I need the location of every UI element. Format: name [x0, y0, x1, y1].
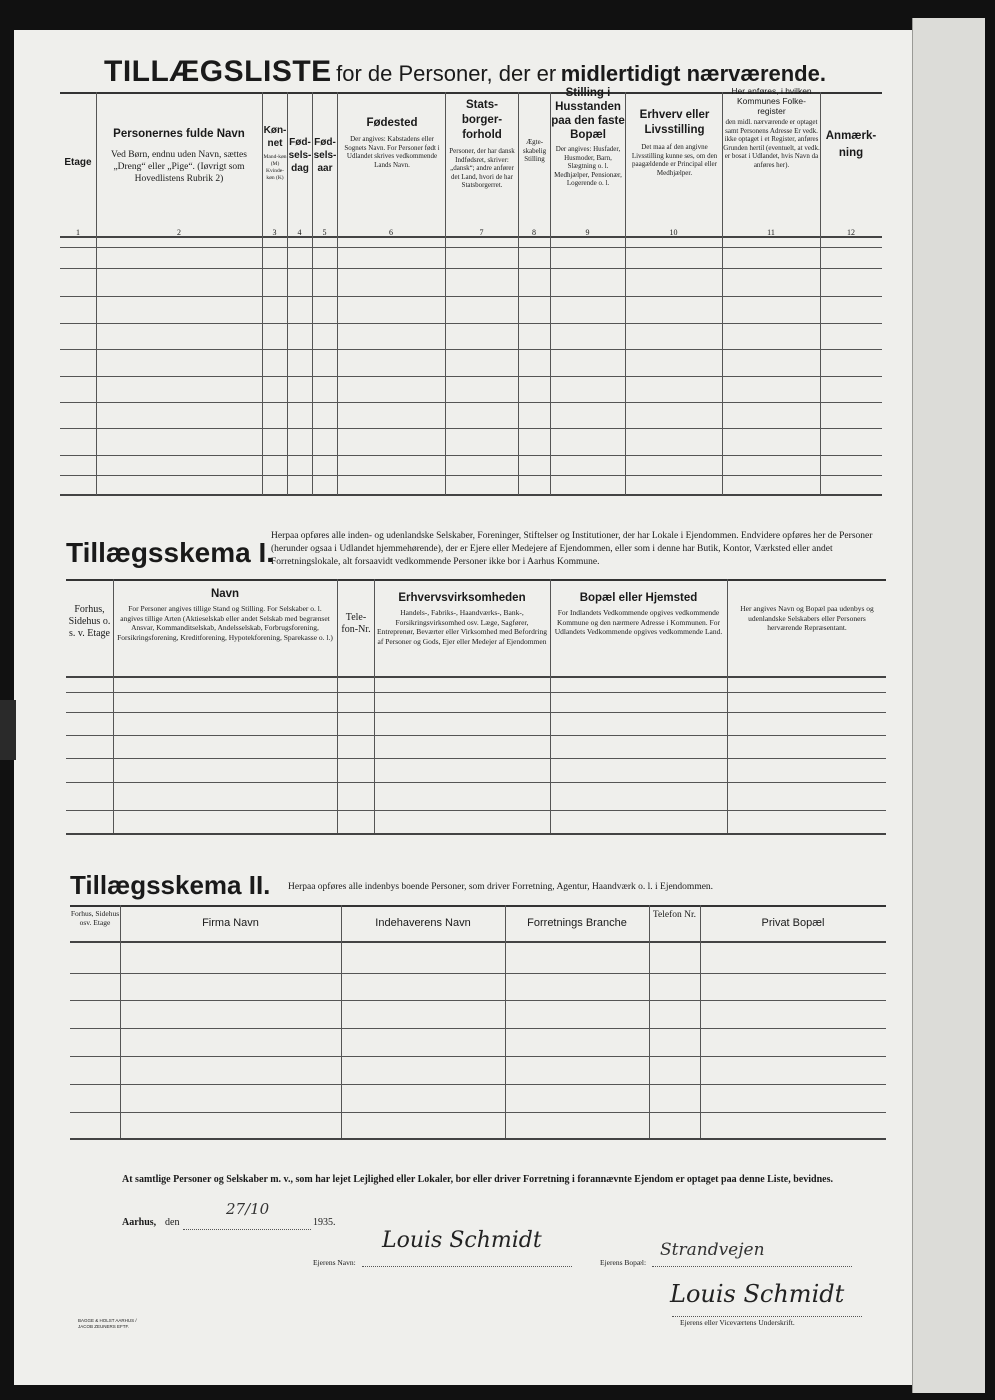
main-title [104, 55, 826, 89]
skema1-col-bopael-title: Bopæl eller Hjemsted [579, 592, 698, 604]
skema1-intro: Herpaa opføres alle inden- og udenlandske Selskaber, Foreninger, Stiftelser og Institutioner, der har Lokale i Ejendommen. Endvidere opføres her de Personer (herunder ogsaa i Udlandet hjemmehørende), der er Ejere eller Medejere af Ejendommen, eller som i denne har Butik, Kontor, Værksted eller andet Forretningslokale, alt forsaavidt vedkommende Personer ikke bor i Aarhus Kommune. [271, 531, 873, 567]
skema2-header-rule [70, 941, 886, 943]
owner-address-handwritten: Strandvejen [660, 1240, 765, 1260]
skema1-col-bopael-note: For Indlandets Vedkommende opgives vedkommende Kommune og den nærmere Adresse i Kommunen. For Udlandets Vedkommende opgives vedkommende Land. [554, 608, 723, 636]
skema1-col-navn-note: For Personer angives tillige Stand og Stilling. For Selskaber o. l. angives tillige Arten (Aktieselskab eller andet Selskab med begrænset Ansvar, Kommanditselskab, Andelsselskab, Forbrugsforening, Forsikringsforening, Kreditforening, Hypotekforening, Sparekasse o. l.) [117, 604, 333, 642]
owner-name-signature: Louis Schmidt [382, 1228, 542, 1253]
col-num: 12 [847, 228, 855, 237]
col-erhverv-header [627, 108, 722, 177]
col-foedselsdag-label: Fød-sels-dag [288, 137, 312, 174]
signature-label: Ejerens eller Viceværtens Underskrift. [680, 1318, 795, 1327]
skema2-col-indehaver: Indehaverens Navn [375, 917, 471, 929]
col-koen-label: Køn-net [263, 125, 287, 149]
owner-name-label: Ejerens Navn: [313, 1258, 356, 1267]
skema2-title: Tillægsskema II. [70, 870, 271, 900]
skema1-row-line [66, 782, 886, 783]
col-stilling-header [551, 86, 625, 188]
main-row-line [60, 268, 882, 269]
skema2-row-line [70, 973, 886, 974]
skema2-intro: Herpaa opføres alle indenbys boende Personer, som driver Forretning, Agentur, Haandværk o. l. i Ejendommen. [288, 882, 714, 892]
skema2-top-rule [70, 905, 886, 907]
col-koen-header [263, 124, 287, 182]
col-navn-label: Personernes fulde Navn [113, 128, 245, 140]
col-statsborger-label: Stats-borger-forhold [461, 99, 503, 141]
main-title-rest-1: for de Personer, der er [336, 61, 557, 86]
col-foedselsaar-label: Fød-sels-aar [313, 137, 337, 174]
main-title-big: TILLÆGSLISTE [104, 55, 332, 88]
col-num: 10 [669, 228, 678, 237]
skema1-row-line [66, 692, 886, 693]
main-row-line [60, 376, 882, 377]
signature: Louis Schmidt [670, 1280, 845, 1308]
skema2-col-etage: Forhus, Sidehus osv. Etage [70, 909, 120, 927]
date-handwritten: 27/10 [226, 1200, 270, 1218]
owner-name-underline [362, 1266, 572, 1267]
col-num: 6 [389, 228, 393, 237]
col-stilling-label: Stilling i Husstanden paa den faste Bopæl [551, 87, 625, 141]
skema2-col-divider [505, 905, 506, 1138]
main-col-divider [337, 92, 338, 495]
signature-underline [672, 1316, 862, 1317]
skema1-col-navn [116, 588, 334, 642]
skema1-col-divider [374, 579, 375, 833]
skema2-row-line [70, 1056, 886, 1057]
main-row-line [60, 428, 882, 429]
col-navn-header [100, 128, 258, 185]
skema2-col-branche: Forretnings Branche [527, 917, 627, 929]
col-erhverv-label: Erhverv eller Livsstilling [639, 109, 710, 136]
skema1-col-divider [113, 579, 114, 833]
col-foedested-label: Fødested [366, 117, 418, 129]
col-aegteskab-label: Ægte-skabelig Stilling [522, 138, 547, 163]
skema2-row-line [70, 1000, 886, 1001]
skema2-col-divider [700, 905, 701, 1138]
skema1-col-erhverv [377, 592, 547, 646]
main-row-line [60, 247, 882, 248]
col-foedested-header [340, 117, 444, 169]
skema2-col-telefon: Telefon Nr. [652, 910, 697, 920]
skema1-row-line [66, 735, 886, 736]
col-folkeregister-header [723, 86, 820, 169]
skema1-top-rule [66, 579, 886, 581]
footer-den: den [165, 1217, 180, 1228]
main-table-bottom-rule [60, 494, 882, 496]
skema1-row-line [66, 810, 886, 811]
main-row-line [60, 475, 882, 476]
col-folkeregister-label: Her anføres, i hvilken Kommunes Folke-register [731, 86, 812, 116]
skema2-row-line [70, 1112, 886, 1113]
col-folkeregister-note: den midl. nærværende er optaget samt Personens Adresse Er vedk. ikke optaget i et Register, anføres Grunden hertil (eventuelt, at vedk. er bosat i Udlandet, hvis Navn da anføres her). [723, 118, 820, 169]
main-col-divider [625, 92, 626, 495]
footer-year: 1935. [313, 1217, 336, 1228]
skema1-col-divider [727, 579, 728, 833]
date-underline [183, 1229, 311, 1230]
skema1-row-line [66, 758, 886, 759]
col-num: 9 [585, 228, 590, 237]
facing-page [912, 18, 985, 1393]
col-num: 3 [272, 228, 277, 237]
col-koen-note: Mand-køn (M) Kvinde-køn (K) [263, 154, 287, 181]
main-col-divider [96, 92, 97, 495]
footer-city: Aarhus, [122, 1217, 157, 1228]
col-statsborger-header [447, 98, 517, 190]
owner-address-underline [652, 1266, 852, 1267]
skema1-col-bopael [553, 592, 724, 637]
col-num: 1 [76, 228, 80, 237]
col-num: 7 [479, 228, 484, 237]
skema1-header-rule [66, 676, 886, 678]
skema1-bottom-rule [66, 833, 886, 835]
col-num: 11 [767, 228, 775, 237]
skema1-title: Tillægsskema I. [66, 537, 275, 568]
skema2-col-privat-bopael: Privat Bopæl [761, 917, 825, 929]
main-col-divider [445, 92, 446, 495]
main-title-rest-2: midlertidigt nærværende. [560, 61, 826, 86]
skema2-row-line [70, 1028, 886, 1029]
skema1-col-etage: Forhus, Sidehus o. s. v. Etage [68, 604, 111, 639]
owner-address-label: Ejerens Bopæl: [600, 1258, 647, 1267]
skema1-col-erhverv-note: Handels-, Fabriks-, Haandværks-, Bank-, Forsikringsvirksomhed osv. Læge, Sagfører, Entreprenør, Beværter eller Virksomhed med Befordring af Personer og Gods, Ejer eller Medejer af Ejendommen [377, 608, 547, 646]
col-anmaerkning-label: Anmærk-ning [825, 130, 877, 159]
col-statsborger-note: Personer, der har dansk Indfødsret, skriver: „dansk“; andre anfører det Land, hvori de har Statsborgerret. [449, 147, 515, 189]
col-num: 4 [297, 228, 302, 237]
col-num: 8 [532, 228, 536, 237]
skema1-col-erhverv-title: Erhvervsvirksomheden [398, 592, 526, 604]
skema2-row-line [70, 1084, 886, 1085]
skema1-col-navn-title: Navn [210, 588, 240, 600]
skema2-col-divider [341, 905, 342, 1138]
printer-imprint: BAGGE & HOLST AARHUS / JACOB ZEUNERS EFTF. [78, 1318, 137, 1329]
skema1-col-repraesentant: Her angives Navn og Bopæl paa udenbys og udenlandske Selskabers eller Personers herværende Repræsentant. [740, 604, 874, 632]
skema2-col-firma: Firma Navn [202, 917, 259, 929]
col-etage-label: Etage [64, 157, 92, 168]
skema1-row-line [66, 712, 886, 713]
skema2-col-divider [120, 905, 121, 1138]
main-row-line [60, 402, 882, 403]
skema1-col-telefon: Tele-fon-Nr. [341, 612, 371, 635]
skema2-bottom-rule [70, 1138, 886, 1140]
col-foedested-note: Der angives: Kabstadens eller Sognets Navn. For Personer født i Udlandet skrives vedkommende Lands Navn. [344, 135, 440, 169]
binding-edge [0, 700, 16, 760]
col-stilling-note: Der angives: Husfader, Husmoder, Barn, Slægtning o. l. Medhjælper, Pensionær, Logerende o. l. [554, 145, 622, 187]
skema1-col-divider [550, 579, 551, 833]
col-num: 5 [322, 228, 327, 237]
main-row-line [60, 455, 882, 456]
main-row-line [60, 296, 882, 297]
main-row-line [60, 349, 882, 350]
col-navn-note: Ved Børn, endnu uden Navn, sættes „Dreng“ eller „Pige“. (Iøvrigt som Hovedlistens Rubrik 2) [111, 150, 247, 184]
skema2-col-divider [649, 905, 650, 1138]
footer-statement: At samtlige Personer og Selskaber m. v., som har lejet Lejlighed eller Lokaler, bor eller driver Forretning i forannævnte Ejendom er optaget paa denne Liste, bevidnes. [122, 1174, 833, 1185]
main-row-line [60, 323, 882, 324]
col-erhverv-note: Det maa af den angivne Livsstilling kunne ses, om den paagældende er Principal eller Medhjælper. [631, 143, 718, 177]
col-num: 2 [177, 228, 181, 237]
